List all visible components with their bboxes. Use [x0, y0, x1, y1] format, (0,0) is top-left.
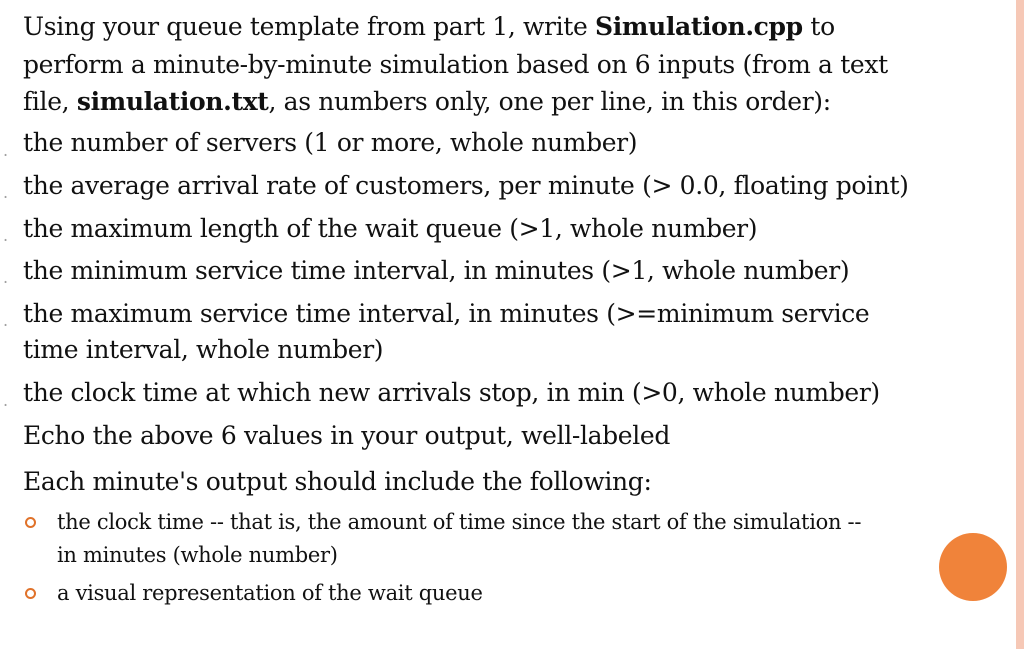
- filename-simulation-cpp: Simulation.cpp: [595, 12, 803, 41]
- each-minute-instruction: Each minute's output should include the following:: [23, 467, 652, 496]
- bullet-marker: .: [3, 141, 9, 160]
- bullet-marker: .: [3, 226, 9, 245]
- intro-line-3-text: file,: [23, 87, 77, 116]
- output-item-clock-time-cont: in minutes (whole number): [57, 543, 338, 567]
- input-item-max-service-time: the maximum service time interval, in minutes (>=minimum service: [23, 299, 870, 328]
- intro-line-3-end: , as numbers only, one per line, in this order):: [268, 87, 831, 116]
- input-item-min-service-time: the minimum service time interval, in minutes (>1, whole number): [23, 256, 850, 285]
- intro-line-2: perform a minute-by-minute simulation based on 6 inputs (from a text: [23, 50, 888, 79]
- input-item-arrival-rate: the average arrival rate of customers, per minute (> 0.0, floating point): [23, 171, 909, 200]
- input-item-servers: the number of servers (1 or more, whole number): [23, 128, 638, 157]
- circle-bullet-icon: [25, 588, 36, 599]
- output-item-clock-time: the clock time -- that is, the amount of time since the start of the simulation --: [57, 510, 862, 534]
- bullet-marker: .: [3, 268, 9, 287]
- input-item-max-service-time-cont: time interval, whole number): [23, 335, 384, 364]
- right-edge-accent-bar: [1016, 0, 1024, 649]
- intro-line-3: [23, 87, 831, 117]
- output-item-wait-queue-visual: a visual representation of the wait queue: [57, 581, 483, 605]
- bullet-marker: .: [3, 311, 9, 330]
- bullet-marker: .: [3, 183, 9, 202]
- filename-simulation-txt: simulation.txt: [76, 87, 269, 116]
- bullet-marker: .: [3, 391, 9, 410]
- intro-line-1-text: Using your queue template from part 1, write: [23, 12, 596, 41]
- circle-bullet-icon: [25, 517, 36, 528]
- intro-line-1: [23, 12, 835, 42]
- echo-instruction: Echo the above 6 values in your output, well-labeled: [23, 421, 670, 450]
- input-item-max-queue-length: the maximum length of the wait queue (>1, whole number): [23, 214, 758, 243]
- intro-line-1-end: to: [802, 12, 835, 41]
- orange-circle-decoration: [939, 533, 1007, 601]
- input-item-arrival-stop-time: the clock time at which new arrivals stop, in min (>0, whole number): [23, 378, 880, 407]
